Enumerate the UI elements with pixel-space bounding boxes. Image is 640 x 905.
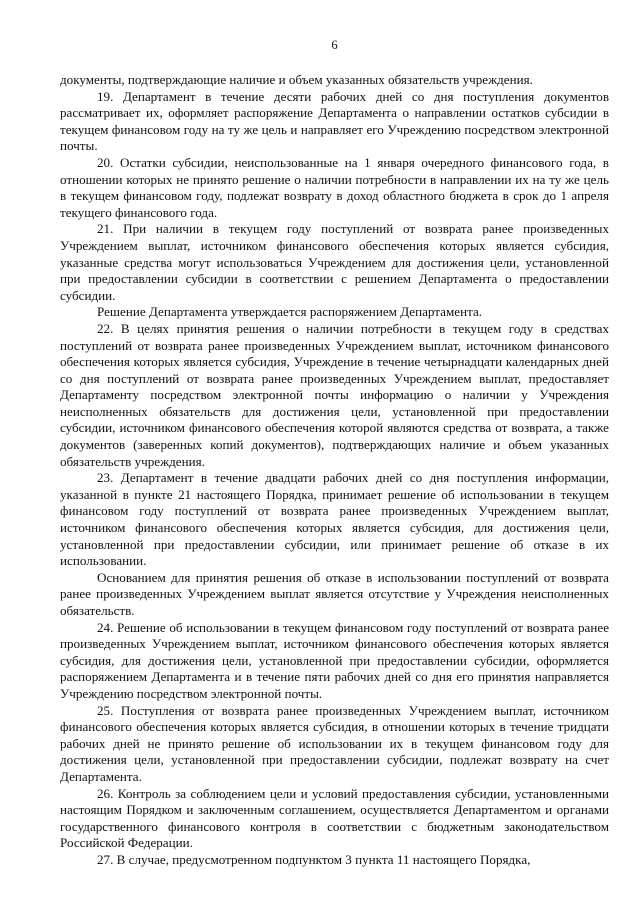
paragraph-25: 25. Поступления от возврата ранее произведенных Учреждением выплат, источником финансового обеспечения которых является субсидия, в отношении которых в течение тридцати рабочих дней не принято решение об использовании их в текущем финансовом году для достижения цели, установленной при предоставлении субсидии, подлежат возврату на счет Департамента. bbox=[60, 702, 609, 784]
paragraph-23: 23. Департамент в течение двадцати рабочих дней со дня поступления информации, указанной в пункте 21 настоящего Порядка, принимает решение об использовании в текущем финансовом году поступлений от возврата ранее произведенных Учреждением выплат, источником финансового обеспечения которых является субсидия, для достижения цели, установленной при предоставлении субсидии, или принимает решение об отказе в их использовании. bbox=[60, 470, 609, 569]
paragraph-21-decision: Решение Департамента утверждается распоряжением Департамента. bbox=[97, 304, 483, 320]
paragraph-continuation: документы, подтверждающие наличие и объем указанных обязательств учреждения. bbox=[60, 72, 533, 87]
body-text bbox=[60, 72, 609, 869]
page-number: 6 bbox=[331, 38, 338, 52]
paragraph-27: 27. В случае, предусмотренном подпунктом 3 пункта 11 настоящего Порядка, bbox=[97, 851, 531, 867]
paragraph-23-grounds: Основанием для принятия решения об отказе в использовании поступлений от возврата ранее произведенных Учреждением выплат является отсутствие у Учреждения неисполненных обязательств. bbox=[60, 569, 609, 618]
paragraph-20: 20. Остатки субсидии, неиспользованные на 1 января очередного финансового года, в отношении которых не принято решение о наличии потребности в направлении их на ту же цель в текущем финансовом году, подлежат возврату в доход областного бюджета в срок до 1 апреля текущего финансового года. bbox=[60, 154, 609, 220]
paragraph-24: 24. Решение об использовании в текущем финансовом году поступлений от возврата ранее произведенных Учреждением выплат, источником финансового обеспечения которых является субсидия, для достижения цели, установленной при предоставлении субсидии, оформляется распоряжением Департамента и в течение пяти рабочих дней со дня его принятия направляется Учреждению посредством электронной почты. bbox=[60, 619, 609, 701]
paragraph-19: 19. Департамент в течение десяти рабочих дней со дня поступления документов рассматривает их, оформляет распоряжение Департамента о направлении остатков субсидии в текущем финансовом году на ту же цель и направляет его Учреждению посредством электронной почты. bbox=[60, 88, 609, 154]
paragraph-26: 26. Контроль за соблюдением цели и условий предоставления субсидии, установленными настоящим Порядком и заключенным соглашением, осуществляется Департаментом и органами государственного финансового контроля в соответствии с бюджетным законодательством Российской Федерации. bbox=[60, 785, 609, 851]
paragraph-22: 22. В целях принятия решения о наличии потребности в текущем году в средствах поступлений от возврата ранее произведенных Учреждением выплат, источником финансового обеспечения которых является субсидия, Учреждение в течение четырнадцати календарных дней со дня поступлений от возврата ранее произведенных Учреждением выплат, предоставляет Департаменту посредством электронной почты информацию о наличии у Учреждения неисполненных обязательств для достижения цели, установленной при предоставлении субсидии, источником финансового обеспечения которой являются средства от возврата, а также документов (заверенных копий документов), подтверждающих наличие и объем указанных обязательств учреждения. bbox=[60, 320, 609, 469]
paragraph-21: 21. При наличии в текущем году поступлений от возврата ранее произведенных Учреждением выплат, источником финансового обеспечения которых является субсидия, указанные средства могут использоваться Учреждением для достижения цели, установленной при предоставлении субсидии в соответствии с решением Департамента о предоставлении субсидии. bbox=[60, 221, 609, 303]
